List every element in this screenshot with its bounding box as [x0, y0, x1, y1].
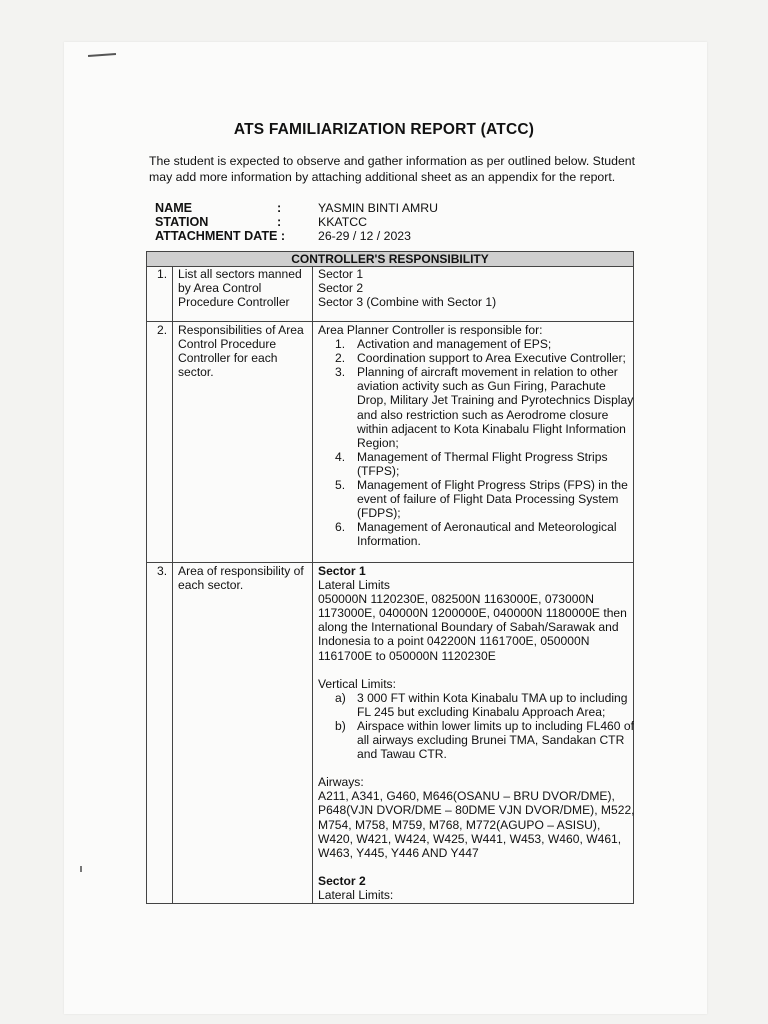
row-number: 1. — [157, 267, 168, 281]
list-text: Planning of aircraft movement in relation to other aviation activity such as Gun Firing, Parachute Drop, Military Jet Training and Pyrotechnics Display and also restriction such as Aerodrome closure within adjacent to Kota Kinabalu Flight Information Region; — [357, 365, 634, 450]
row-question: Area of responsibility of each sector. — [178, 564, 304, 593]
vertical-limits-heading: Vertical Limits: — [318, 676, 396, 691]
row-answer — [318, 267, 636, 309]
lateral-limits-text: 050000N 1120230E, 082500N 1163000E, 073000N 1173000E, 040000N 1200000E, 040000N 1180000E then along the International Boundary of Sabah/Sarawak and Indonesia to a point 042200N 1161700E, 050000N 1161700E to 050000N 1120230E — [318, 592, 627, 663]
row-question: List all sectors manned by Area Control Procedure Controller — [178, 267, 302, 310]
table-header: CONTROLLER'S RESPONSIBILITY — [147, 252, 633, 267]
lateral-limits-heading: Lateral Limits: — [318, 887, 394, 902]
list-text: Coordination support to Area Executive Controller; — [357, 351, 626, 366]
airways-text: A211, A341, G460, M646(OSANU – BRU DVOR/DME), P648(VJN DVOR/DME – 80DME VJN DVOR/DME), M522, M754, M758, M759, M768, M772(AGUPO – ASISU), W420, W421, W424, W425, W441, W453, W460, W461, W463, Y445, Y446 AND Y447 — [318, 789, 635, 860]
list-item — [318, 337, 636, 351]
list-text: Activation and management of EPS; — [357, 337, 552, 352]
sector-heading: Sector 1 — [318, 564, 366, 578]
intro-paragraph: The student is expected to observe and gather information as per outlined below. Student may add more information by attaching additional sheet as an appendix for the report. — [149, 154, 636, 184]
list-marker: 2. — [335, 351, 346, 366]
attachment-date-value: 26-29 / 12 / 2023 — [318, 229, 411, 243]
report-title: ATS FAMILIARIZATION REPORT (ATCC) — [233, 121, 535, 138]
station-colon: : — [277, 215, 282, 229]
list-marker: 4. — [335, 449, 346, 464]
answer-line: Sector 2 — [318, 281, 364, 296]
list-item — [318, 450, 636, 478]
answer-intro: Area Planner Controller is responsible for: — [318, 323, 543, 337]
name-value: YASMIN BINTI AMRU — [318, 201, 439, 215]
list-text: Management of Thermal Flight Progress Strips (TFPS); — [357, 449, 608, 478]
list-marker: 6. — [335, 520, 346, 535]
list-text: Management of Flight Progress Strips (FPS) in the event of failure of Flight Data Processing System (FDPS); — [357, 478, 628, 521]
list-marker: a) — [335, 690, 346, 705]
row-number: 2. — [157, 323, 168, 337]
responsibility-table — [146, 251, 634, 904]
vertical-limits-list — [318, 691, 636, 761]
answer-line: Sector 3 (Combine with Sector 1) — [318, 295, 497, 310]
attachment-date-label: ATTACHMENT DATE : — [155, 229, 286, 243]
sector-heading: Sector 2 — [318, 873, 366, 888]
list-item — [318, 520, 636, 548]
lateral-limits-heading: Lateral Limits — [318, 578, 390, 593]
row-answer — [318, 323, 636, 549]
list-text: 3 000 FT within Kota Kinabalu TMA up to including FL 245 but excluding Kinabalu Approach Area; — [357, 690, 628, 719]
list-marker: 3. — [335, 365, 346, 380]
row-number: 3. — [157, 564, 168, 578]
list-item — [318, 365, 636, 450]
list-item — [318, 478, 636, 520]
row-divider — [147, 562, 633, 563]
list-marker: b) — [335, 718, 346, 733]
pen-dot — [80, 866, 82, 872]
airways-heading: Airways: — [318, 775, 364, 790]
responsibility-list — [318, 337, 636, 548]
list-marker: 5. — [335, 478, 346, 493]
row-divider — [147, 321, 633, 322]
list-item — [318, 719, 636, 761]
list-marker: 1. — [335, 337, 346, 352]
column-divider — [172, 266, 173, 903]
column-divider — [312, 266, 313, 903]
row-question: Responsibilities of Area Control Procedure Controller for each sector. — [178, 323, 304, 380]
name-label: NAME — [155, 201, 193, 215]
answer-line: Sector 1 — [318, 267, 364, 281]
station-value: KKATCC — [318, 215, 367, 229]
list-text: Airspace within lower limits up to including FL460 of all airways excluding Brunei TMA, Sandakan CTR and Tawau CTR. — [357, 718, 634, 762]
list-item — [318, 691, 636, 719]
name-colon: : — [277, 201, 282, 215]
list-item — [318, 351, 636, 365]
list-text: Management of Aeronautical and Meteorological Information. — [357, 520, 617, 549]
row-answer — [318, 564, 636, 902]
station-label: STATION — [155, 215, 209, 229]
